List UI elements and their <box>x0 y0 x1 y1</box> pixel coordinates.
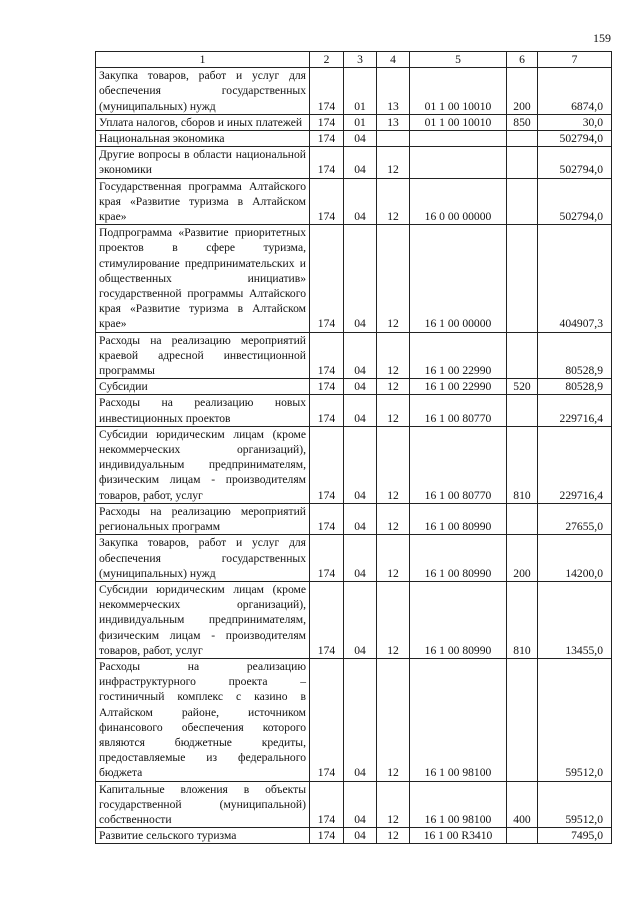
cell-description: Закупка товаров, работ и услуг для обеспечения государственных (муниципальных) нужд <box>96 68 310 115</box>
cell-ministry-code: 174 <box>310 147 344 178</box>
cell-description: Расходы на реализацию инфраструктурного проекта – гостиничный комплекс с казино в Алтайском районе, источником финансового обеспечения которого являются бюджетные кредиты, предоставляемые из федерального бюджета <box>96 658 310 781</box>
column-header: 4 <box>377 52 410 68</box>
cell-description: Другие вопросы в области национальной экономики <box>96 147 310 178</box>
cell-ministry-code: 174 <box>310 395 344 426</box>
cell-section: 04 <box>344 332 377 379</box>
cell-subsection: 12 <box>377 426 410 503</box>
column-header: 3 <box>344 52 377 68</box>
cell-subsection: 12 <box>377 581 410 658</box>
table-row <box>96 395 612 426</box>
cell-section: 04 <box>344 131 377 147</box>
header-row <box>96 52 612 68</box>
table-row <box>96 426 612 503</box>
cell-amount: 229716,4 <box>538 426 612 503</box>
cell-expense-type <box>507 131 538 147</box>
cell-target-article: 16 0 00 00000 <box>410 178 507 225</box>
table-body <box>96 68 612 844</box>
cell-expense-type <box>507 503 538 534</box>
cell-amount: 80528,9 <box>538 332 612 379</box>
cell-section: 01 <box>344 68 377 115</box>
cell-description: Субсидии юридическим лицам (кроме некоммерческих организаций), индивидуальным предпринимателям, физическим лицам - производителям товаров, работ, услуг <box>96 426 310 503</box>
cell-description: Расходы на реализацию мероприятий региональных программ <box>96 503 310 534</box>
cell-amount: 6874,0 <box>538 68 612 115</box>
column-header: 5 <box>410 52 507 68</box>
table-row <box>96 147 612 178</box>
cell-description: Расходы на реализацию новых инвестиционных проектов <box>96 395 310 426</box>
cell-description: Уплата налогов, сборов и иных платежей <box>96 114 310 130</box>
cell-description: Капитальные вложения в объекты государственной (муниципальной) собственности <box>96 781 310 828</box>
cell-target-article <box>410 147 507 178</box>
cell-expense-type: 520 <box>507 379 538 395</box>
cell-ministry-code: 174 <box>310 503 344 534</box>
cell-subsection: 12 <box>377 395 410 426</box>
cell-description: Субсидии юридическим лицам (кроме некоммерческих организаций), индивидуальным предпринимателям, физическим лицам - производителям товаров, работ, услуг <box>96 581 310 658</box>
cell-ministry-code: 174 <box>310 426 344 503</box>
cell-description: Расходы на реализацию мероприятий краевой адресной инвестиционной программы <box>96 332 310 379</box>
cell-subsection: 12 <box>377 225 410 332</box>
cell-amount: 59512,0 <box>538 658 612 781</box>
cell-section: 04 <box>344 581 377 658</box>
column-header: 7 <box>538 52 612 68</box>
cell-target-article: 01 1 00 10010 <box>410 114 507 130</box>
cell-ministry-code: 174 <box>310 225 344 332</box>
cell-subsection: 12 <box>377 658 410 781</box>
cell-ministry-code: 174 <box>310 581 344 658</box>
table-row <box>96 828 612 844</box>
cell-subsection: 12 <box>377 781 410 828</box>
table-row <box>96 535 612 582</box>
page-number: 159 <box>593 31 611 45</box>
cell-expense-type <box>507 225 538 332</box>
cell-subsection: 13 <box>377 68 410 115</box>
cell-expense-type: 200 <box>507 535 538 582</box>
cell-amount: 80528,9 <box>538 379 612 395</box>
cell-subsection: 12 <box>377 178 410 225</box>
budget-table-container <box>95 51 611 844</box>
cell-target-article: 01 1 00 10010 <box>410 68 507 115</box>
cell-expense-type <box>507 147 538 178</box>
table-row <box>96 503 612 534</box>
table-row <box>96 379 612 395</box>
cell-target-article: 16 1 00 22990 <box>410 332 507 379</box>
cell-section: 04 <box>344 379 377 395</box>
cell-description: Подпрограмма «Развитие приоритетных проектов в сфере туризма, стимулирование предпринимательских и общественных инициатив» государственной программы Алтайского края «Развитие туризма в Алтайском крае» <box>96 225 310 332</box>
cell-target-article: 16 1 00 80770 <box>410 395 507 426</box>
table-row <box>96 781 612 828</box>
cell-subsection: 12 <box>377 147 410 178</box>
column-header: 2 <box>310 52 344 68</box>
cell-subsection <box>377 131 410 147</box>
cell-amount: 7495,0 <box>538 828 612 844</box>
cell-section: 04 <box>344 781 377 828</box>
cell-target-article: 16 1 00 80990 <box>410 535 507 582</box>
cell-amount: 502794,0 <box>538 131 612 147</box>
cell-description: Национальная экономика <box>96 131 310 147</box>
table-row <box>96 658 612 781</box>
table-row <box>96 114 612 130</box>
cell-ministry-code: 174 <box>310 379 344 395</box>
cell-expense-type <box>507 658 538 781</box>
cell-ministry-code: 174 <box>310 332 344 379</box>
cell-description: Закупка товаров, работ и услуг для обеспечения государственных (муниципальных) нужд <box>96 535 310 582</box>
cell-target-article: 16 1 00 98100 <box>410 781 507 828</box>
cell-amount: 27655,0 <box>538 503 612 534</box>
cell-description: Развитие сельского туризма <box>96 828 310 844</box>
cell-expense-type <box>507 395 538 426</box>
cell-section: 04 <box>344 658 377 781</box>
cell-expense-type <box>507 828 538 844</box>
cell-target-article: 16 1 00 R3410 <box>410 828 507 844</box>
cell-target-article: 16 1 00 98100 <box>410 658 507 781</box>
table-row <box>96 225 612 332</box>
cell-ministry-code: 174 <box>310 178 344 225</box>
cell-amount: 59512,0 <box>538 781 612 828</box>
cell-subsection: 12 <box>377 332 410 379</box>
cell-section: 04 <box>344 395 377 426</box>
cell-section: 04 <box>344 535 377 582</box>
cell-section: 04 <box>344 426 377 503</box>
cell-expense-type: 400 <box>507 781 538 828</box>
table-row <box>96 68 612 115</box>
cell-amount: 229716,4 <box>538 395 612 426</box>
cell-target-article <box>410 131 507 147</box>
column-header: 6 <box>507 52 538 68</box>
table-row <box>96 581 612 658</box>
cell-ministry-code: 174 <box>310 781 344 828</box>
cell-expense-type <box>507 332 538 379</box>
cell-amount: 502794,0 <box>538 178 612 225</box>
cell-subsection: 13 <box>377 114 410 130</box>
cell-ministry-code: 174 <box>310 535 344 582</box>
cell-target-article: 16 1 00 00000 <box>410 225 507 332</box>
cell-amount: 13455,0 <box>538 581 612 658</box>
table-row <box>96 178 612 225</box>
cell-subsection: 12 <box>377 379 410 395</box>
cell-target-article: 16 1 00 22990 <box>410 379 507 395</box>
cell-expense-type: 200 <box>507 68 538 115</box>
cell-amount: 404907,3 <box>538 225 612 332</box>
cell-section: 04 <box>344 225 377 332</box>
cell-amount: 502794,0 <box>538 147 612 178</box>
cell-target-article: 16 1 00 80990 <box>410 503 507 534</box>
cell-subsection: 12 <box>377 535 410 582</box>
table-row <box>96 131 612 147</box>
cell-subsection: 12 <box>377 503 410 534</box>
cell-expense-type <box>507 178 538 225</box>
cell-section: 01 <box>344 114 377 130</box>
cell-description: Государственная программа Алтайского края «Развитие туризма в Алтайском крае» <box>96 178 310 225</box>
cell-amount: 14200,0 <box>538 535 612 582</box>
cell-section: 04 <box>344 178 377 225</box>
cell-ministry-code: 174 <box>310 131 344 147</box>
cell-subsection: 12 <box>377 828 410 844</box>
cell-section: 04 <box>344 503 377 534</box>
cell-ministry-code: 174 <box>310 828 344 844</box>
cell-ministry-code: 174 <box>310 68 344 115</box>
cell-ministry-code: 174 <box>310 114 344 130</box>
cell-amount: 30,0 <box>538 114 612 130</box>
column-header: 1 <box>96 52 310 68</box>
cell-ministry-code: 174 <box>310 658 344 781</box>
budget-table <box>95 51 612 844</box>
cell-expense-type: 810 <box>507 581 538 658</box>
cell-description: Субсидии <box>96 379 310 395</box>
cell-section: 04 <box>344 147 377 178</box>
cell-target-article: 16 1 00 80990 <box>410 581 507 658</box>
cell-expense-type: 850 <box>507 114 538 130</box>
table-row <box>96 332 612 379</box>
cell-expense-type: 810 <box>507 426 538 503</box>
cell-target-article: 16 1 00 80770 <box>410 426 507 503</box>
cell-section: 04 <box>344 828 377 844</box>
